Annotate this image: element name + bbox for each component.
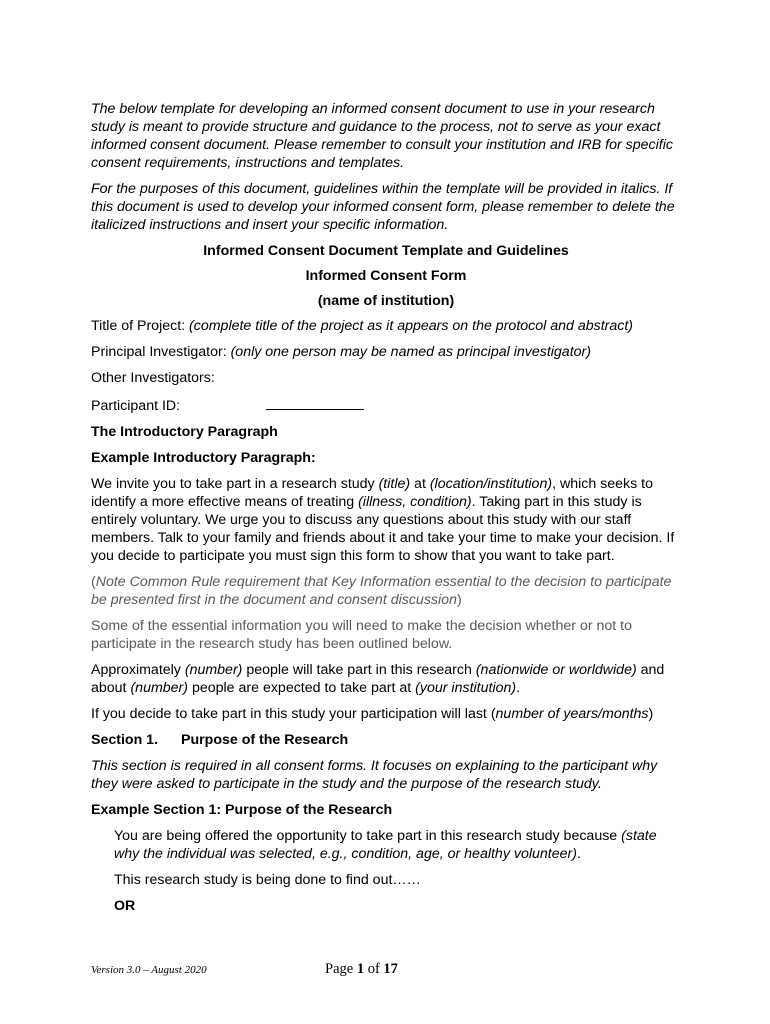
principal-investigator-hint: (only one person may be named as principal investigator) (230, 344, 591, 360)
participant-id-label: Participant ID: (91, 398, 181, 414)
scope-hint: (nationwide or worldwide) (475, 662, 637, 678)
approx-b: people will take part in this research (242, 662, 476, 678)
page-word: Page (325, 961, 357, 977)
duration-a: If you decide to take part in this study your participation will last ( (91, 706, 496, 722)
of-word: of (364, 961, 384, 977)
illness-hint: (illness, condition) (358, 494, 472, 510)
institution-placeholder: (name of institution) (317, 293, 455, 309)
offer-text: You are being offered the opportunity to take part in this research study because (114, 828, 622, 844)
form-title: Informed Consent Form (305, 268, 467, 284)
introductory-paragraph-heading: The Introductory Paragraph (91, 424, 278, 440)
approx-e: . (516, 680, 521, 696)
duration-b: ) (648, 706, 654, 722)
location-hint: (location/institution) (429, 476, 553, 492)
principal-investigator-label: Principal Investigator: (91, 344, 231, 360)
section-1-title: Purpose of the Research (181, 732, 349, 748)
participant-id-line (91, 395, 681, 415)
section-1-description: This section is required in all consent forms. It focuses on explaining to the participant why they were asked to participate in the study and the purpose of the research study. (91, 758, 658, 792)
title-hint: (title) (378, 476, 411, 492)
approx-c: and about (91, 662, 665, 696)
total-pages: 17 (383, 961, 398, 977)
offer-paragraph (91, 827, 681, 863)
version-label: Version 3.0 – August 2020 (91, 964, 207, 976)
intro-text-b: at (410, 476, 430, 492)
approx-d: people are expected to take part at (188, 680, 416, 696)
number-hint-1: (number) (184, 662, 243, 678)
example-section-1-heading: Example Section 1: Purpose of the Research (91, 802, 393, 818)
current-page: 1 (356, 961, 365, 977)
number-hint-2: (number) (130, 680, 189, 696)
intro-text-d: . Taking part in this study is entirely voluntary. We urge you to discuss any questions about this study with our staff members. Talk to your family and friends about it and take your time to make your decision. If you decide to participate you must sign this form to show that you want to take part. (91, 494, 675, 564)
offer-hint: (state why the individual was selected, e.g., condition, age, or healthy volunteer) (114, 828, 657, 862)
offer-end: . (576, 846, 581, 862)
example-introductory-heading: Example Introductory Paragraph: (91, 450, 316, 466)
participant-id-blank (266, 395, 364, 410)
intro-paragraph-1: The below template for developing an informed consent document to use in your research study is meant to provide structure and guidance to the process, not to serve as your exact informed consent document. Please remember to consult your institution and IRB for specific consent requirements, instructions and templates. (91, 101, 673, 171)
institution-hint: (your institution) (415, 680, 517, 696)
note-open: ( (91, 574, 96, 590)
section-1-heading (91, 731, 681, 749)
or-label: OR (114, 898, 136, 914)
project-title-label: Title of Project: (91, 318, 190, 334)
example-introductory-paragraph (91, 475, 681, 565)
duration-hint: number of years/months (495, 706, 649, 722)
document-page (91, 100, 681, 923)
common-rule-note (91, 573, 681, 609)
intro-text-c: , which seeks to identify a more effective means of treating (91, 476, 653, 510)
note-close: ) (456, 592, 462, 608)
essential-info-paragraph: Some of the essential information you will need to make the decision whether or not to participate in the research study has been outlined below. (91, 618, 633, 652)
intro-text-a: We invite you to take part in a research study (91, 476, 379, 492)
section-1-number: Section 1. (91, 732, 159, 748)
project-title-line (91, 317, 681, 335)
approx-a: Approximately (91, 662, 185, 678)
duration-paragraph (91, 705, 681, 723)
find-out-line: This research study is being done to find out…… (114, 872, 421, 888)
page-number (325, 961, 398, 978)
approximate-participants-paragraph (91, 661, 681, 697)
intro-paragraph-2: For the purposes of this document, guidelines within the template will be provided in italics. If this document is used to develop your informed consent form, please remember to delete the italicized instructions and insert your specific information. (91, 181, 675, 233)
other-investigators-label: Other Investigators: (91, 370, 215, 386)
project-title-hint: (complete title of the project as it appears on the protocol and abstract) (189, 318, 634, 334)
document-title: Informed Consent Document Template and Guidelines (203, 243, 569, 259)
principal-investigator-line (91, 343, 681, 361)
note-text: Note Common Rule requirement that Key Information essential to the decision to participate be presented first in the document and consent discussion (91, 574, 672, 608)
